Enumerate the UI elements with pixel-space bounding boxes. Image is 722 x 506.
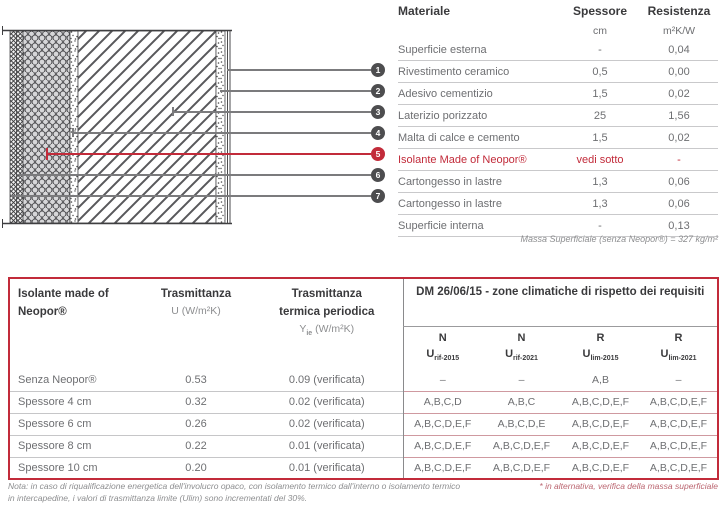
performance-header-row	[9, 278, 718, 327]
row-label: Spessore 8 cm	[9, 435, 141, 457]
material-row	[398, 193, 718, 215]
material-row	[398, 171, 718, 193]
badge-number: 5	[375, 149, 381, 159]
material-thickness: 25	[593, 109, 607, 122]
row-zone-value: A,B,C,D,E,F	[640, 391, 718, 413]
materials-table	[398, 0, 718, 237]
zone-column-header-3	[561, 327, 640, 370]
surface-mass-note: Massa Superficiale (senza Neopor®) = 327 kg/m²	[520, 234, 718, 244]
row-label: Spessore 10 cm	[9, 457, 141, 479]
dm-group-header	[403, 278, 718, 327]
row-yie-value: 0.02 (verificata)	[251, 391, 403, 413]
material-name: Laterizio porizzato	[398, 109, 488, 122]
material-resistance: 0,02	[668, 87, 690, 100]
thickness-unit: cm	[593, 24, 607, 37]
yie-unit-text: (W/m²K)	[312, 322, 355, 335]
material-name: Malta di calce e cemento	[398, 131, 520, 144]
zone-letter: N	[438, 332, 447, 344]
badge-number: 6	[375, 170, 381, 180]
leader-line-3	[173, 111, 371, 113]
material-name: Isolante Made of Neopor®	[398, 153, 527, 166]
performance-row	[9, 413, 718, 435]
u-header-title: Trasmittanza	[160, 288, 232, 300]
yie-header-title: Trasmittanza termica periodica	[279, 288, 375, 318]
material-thickness: 0,5	[592, 65, 608, 78]
material-resistance: 1,56	[668, 109, 690, 122]
material-name: Superficie interna	[398, 219, 484, 232]
material-name: Cartongesso in lastre	[398, 197, 502, 210]
footnote-left: Nota: in caso di riqualificazione energetica dell'involucro opaco, con isolamento termico dall'interno o isolamento termico in intercapedine, i valori di trasmittanza limite (Ulim) sono incrementati del 30%.	[8, 481, 461, 503]
badge-number: 2	[375, 86, 381, 96]
performance-table	[8, 277, 719, 480]
u-symbol: U	[582, 347, 591, 360]
material-resistance: 0,13	[668, 219, 690, 232]
badge-number: 7	[375, 191, 381, 201]
label-header-text: Isolante made of Neopor®	[18, 288, 109, 318]
zone-letter: R	[674, 332, 683, 344]
zone-u-label	[561, 347, 640, 363]
row-yie-value: 0.01 (verificata)	[251, 435, 403, 457]
row-u-value: 0.22	[141, 435, 251, 457]
performance-row	[9, 391, 718, 413]
row-zone-value: A,B,C,D,E,F	[403, 435, 482, 457]
layer-badge-4	[371, 126, 385, 140]
u-subscript: rif-2021	[513, 355, 538, 363]
leader-line-7	[11, 195, 371, 197]
layer-badge-6	[371, 168, 385, 182]
leader-line-2	[220, 90, 371, 92]
material-name: Adesivo cementizio	[398, 87, 493, 100]
yie-symbol: Y	[299, 322, 307, 335]
material-thickness: 1,5	[592, 131, 608, 144]
zone-column-header-2	[482, 327, 561, 370]
material-thickness: -	[598, 219, 602, 232]
material-thickness: vedi sotto	[576, 153, 624, 166]
row-u-value: 0.26	[141, 413, 251, 435]
u-subscript: lim-2021	[668, 355, 697, 363]
leader-line-5	[47, 153, 371, 155]
layer-badge-3	[371, 105, 385, 119]
row-zone-value: A,B,C,D,E,F	[482, 457, 561, 479]
row-zone-value: –	[675, 373, 682, 386]
material-thickness: -	[598, 43, 602, 56]
row-zone-value: A,B,C,D,E,F	[640, 435, 718, 457]
materials-table-units	[398, 22, 718, 39]
resistance-unit: m²K/W	[662, 24, 696, 37]
leader-line-6	[19, 174, 371, 176]
row-zone-value: A,B,C,D,E,F	[403, 413, 482, 435]
material-row-highlighted	[398, 149, 718, 171]
material-row	[398, 83, 718, 105]
row-u-value: 0.53	[185, 373, 207, 386]
material-name: Cartongesso in lastre	[398, 175, 502, 188]
row-zone-value: –	[518, 373, 525, 386]
layer-badge-7	[371, 189, 385, 203]
row-zone-value: A,B,C,D,E,F	[561, 391, 640, 413]
header-resistance: Resistenza	[647, 4, 711, 18]
leader-tick-4	[72, 128, 74, 137]
row-yie-value: 0.02 (verificata)	[251, 413, 403, 435]
yie-header-unit	[251, 322, 403, 340]
header-thickness: Spessore	[572, 4, 628, 18]
zone-u-label	[640, 347, 717, 363]
yie-subscript: ie	[306, 329, 313, 337]
u-symbol: U	[426, 347, 435, 360]
row-zone-value: A,B,C,D,E	[482, 413, 561, 435]
yie-column-header	[251, 278, 403, 369]
material-row	[398, 127, 718, 149]
material-resistance: 0,04	[668, 43, 690, 56]
leader-tick-3	[172, 107, 174, 116]
badge-number: 1	[375, 65, 381, 75]
performance-row	[9, 457, 718, 479]
u-subscript: lim-2015	[590, 355, 619, 363]
materials-table-header	[398, 0, 718, 22]
zone-u-label	[404, 347, 483, 363]
row-zone-value: A,B,C,D,E,F	[640, 457, 718, 479]
row-zone-value: A,B,C	[482, 391, 561, 413]
material-thickness: 1,3	[592, 175, 608, 188]
material-resistance: 0,02	[668, 131, 690, 144]
zone-column-header-1	[403, 327, 482, 370]
row-zone-value: A,B,C,D,E,F	[561, 457, 640, 479]
u-header-unit: U (W/m²K)	[171, 304, 221, 317]
row-u-value: 0.32	[141, 391, 251, 413]
header-material: Materiale	[398, 4, 451, 18]
u-column-header	[141, 278, 251, 369]
row-zone-value: A,B,C,D,E,F	[561, 413, 640, 435]
material-resistance: -	[677, 153, 681, 166]
dm-group-header-text: DM 26/06/15 - zone climatiche di rispetto dei requisiti	[416, 286, 705, 298]
row-zone-value: A,B,C,D	[403, 391, 482, 413]
row-zone-value: A,B,C,D,E,F	[482, 435, 561, 457]
footnote-right: * in alternativa, verifica della massa superficiale	[539, 481, 718, 491]
u-subscript: rif-2015	[434, 355, 460, 363]
material-row	[398, 61, 718, 83]
material-thickness: 1,3	[592, 197, 608, 210]
row-yie-value: 0.09 (verificata)	[288, 373, 365, 386]
row-zone-value: A,B	[592, 373, 609, 386]
material-resistance: 0,06	[668, 175, 690, 188]
material-row	[398, 105, 718, 127]
row-zone-value: A,B,C,D,E,F	[403, 457, 482, 479]
wall-cross-section-diagram	[0, 0, 240, 245]
leader-line-1	[227, 69, 371, 71]
u-symbol: U	[660, 347, 669, 360]
zone-letter: N	[517, 332, 526, 344]
zone-letter: R	[596, 332, 605, 344]
zone-u-label	[482, 347, 561, 363]
leader-line-4	[73, 132, 371, 134]
leader-tick-5	[46, 148, 48, 160]
row-zone-value: –	[403, 369, 482, 391]
material-name: Superficie esterna	[398, 43, 487, 56]
row-label: Senza Neopor®	[18, 373, 97, 386]
row-zone-value: A,B,C,D,E,F	[640, 413, 718, 435]
material-thickness: 1,5	[592, 87, 608, 100]
badge-number: 4	[375, 128, 381, 138]
material-row	[398, 39, 718, 61]
performance-row	[9, 435, 718, 457]
zone-column-header-4	[640, 327, 718, 370]
row-u-value: 0.20	[141, 457, 251, 479]
material-resistance: 0,00	[668, 65, 690, 78]
u-symbol: U	[505, 347, 514, 360]
row-zone-value: A,B,C,D,E,F	[561, 435, 640, 457]
material-resistance: 0,06	[668, 197, 690, 210]
performance-label-header	[9, 278, 141, 369]
badge-number: 3	[375, 107, 381, 117]
performance-row	[9, 369, 718, 391]
material-name: Rivestimento ceramico	[398, 65, 510, 78]
row-label: Spessore 4 cm	[9, 391, 141, 413]
row-yie-value: 0.01 (verificata)	[251, 457, 403, 479]
layer-badge-1	[371, 63, 385, 77]
layer-badge-2	[371, 84, 385, 98]
row-label: Spessore 6 cm	[9, 413, 141, 435]
layer-badge-5	[371, 147, 385, 161]
